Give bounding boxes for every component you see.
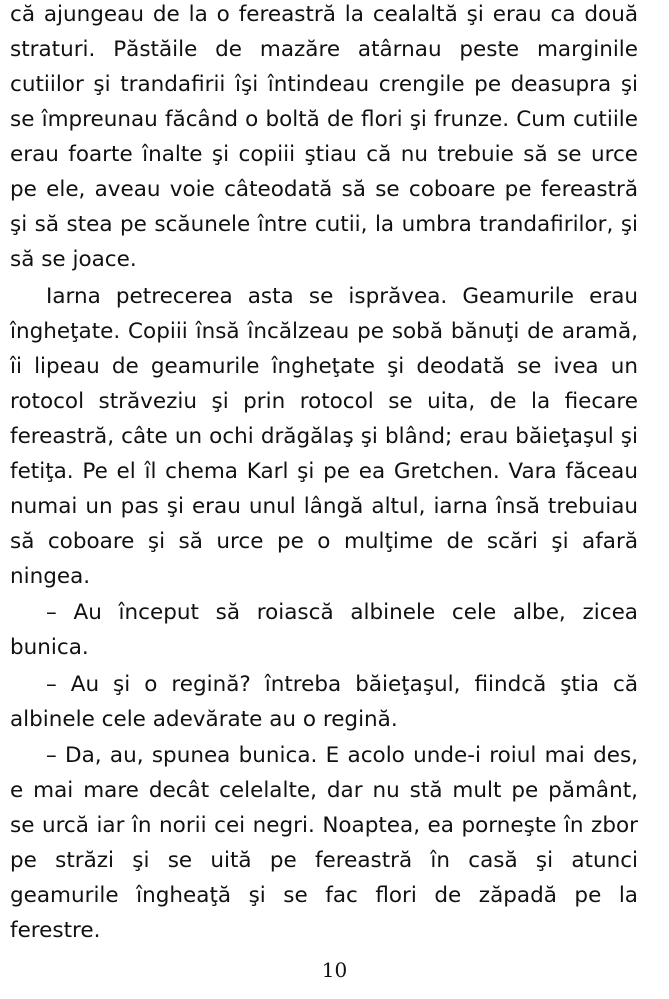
paragraph-winter: Iarna petrecerea asta se isprăvea. Geamurile erau îngheţate. Copiii însă încălzeau pe sobă bănuţi de aramă, îi lipeau de geamurile îngheţate şi deodată se ivea un rotocol străveziu şi prin rotocol se uita, de la fiecare fereastră, câte un ochi drăgălaş şi blând; erau băieţaşul şi fetiţa. Pe el îl chema Karl şi pe ea Gretchen. Vara făceau numai un pas şi erau unul lângă altul, iarna însă trebuiau să coboare şi să urce pe o mulţime de scări şi afară ningea. [10, 283, 638, 589]
page-number: 10 [321, 958, 348, 982]
dialogue-line-grandmother-queen: – Da, au, spunea bunica. E acolo unde-i roiul mai des, e mai mare decât celelalte, dar nu stă mult pe pământ, se urcă iar în norii cei negri. Noaptea, ea porneşte în zbor pe străzi şi se uită pe fereastră în casă şi atunci geamurile îngheaţă şi se fac flori de zăpadă pe la ferestre. [10, 743, 638, 943]
paragraph-continuation: că ajungeau de la o fereastră la cealaltă şi erau ca două straturi. Păstăile de mazăre atârnau peste marginile cutiilor şi trandafirii îşi întindeau crengile pe deasupra şi se împreunau făcând o boltă de flori şi frunze. Cum cutiile erau foarte înalte şi copiii ştiau că nu trebuie să se urce pe ele, aveau voie câteodată să se coboare pe fereastră şi să stea pe scăunele între cutii, la umbra trandafirilor, şi să se joace. [10, 2, 638, 272]
dialogue-line-grandmother-bees: – Au început să roiască albinele cele albe, zicea bunica. [10, 600, 638, 660]
dialogue-line-boy-question: – Au şi o regină? întreba băieţaşul, fiindcă ştia că albinele cele adevărate au o regină. [10, 671, 638, 732]
book-page-text [10, 0, 638, 950]
